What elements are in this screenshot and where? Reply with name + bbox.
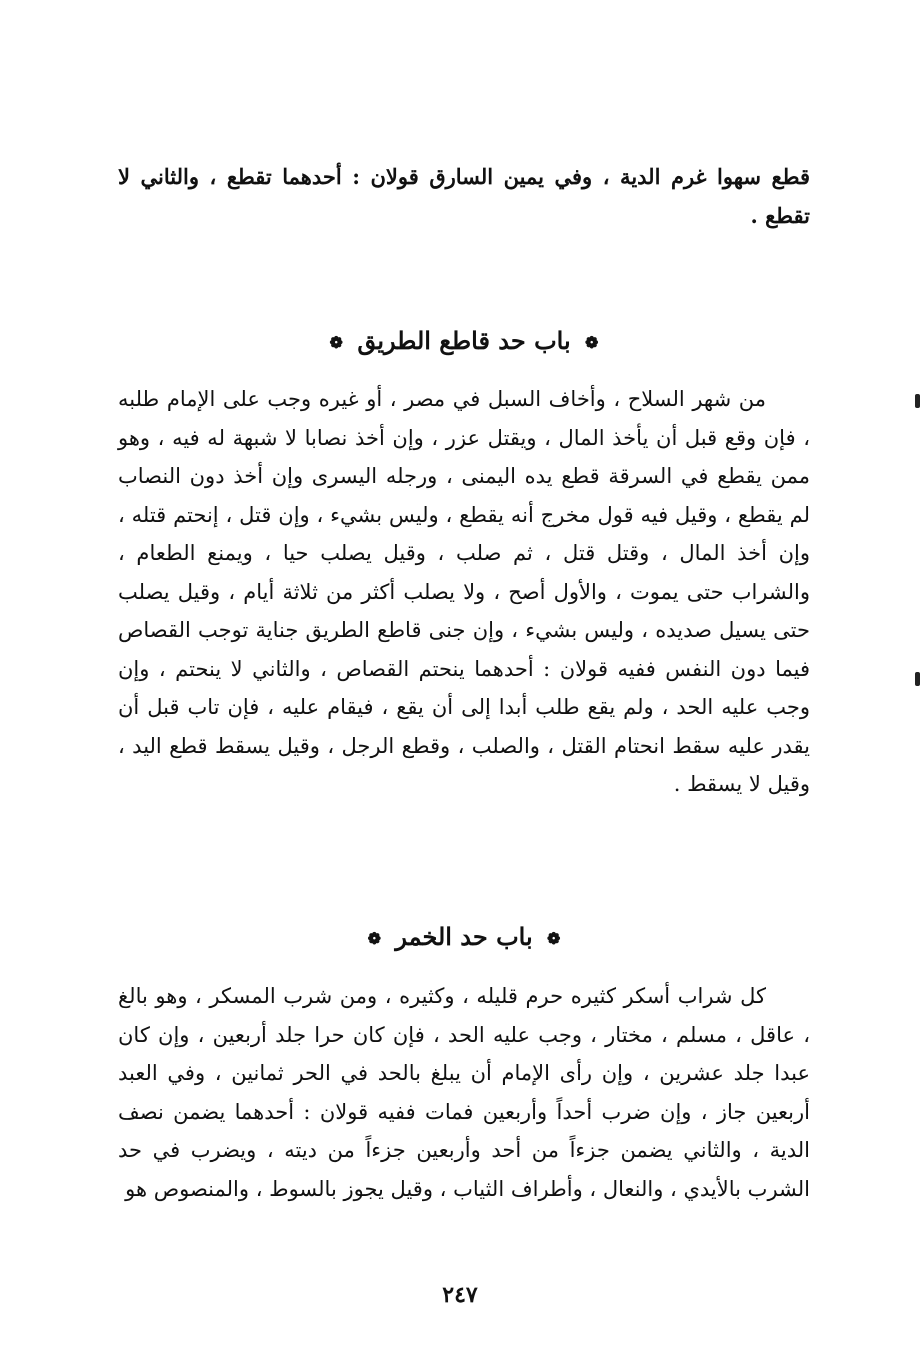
page-number: ٢٤٧ (442, 1282, 478, 1308)
section-body-wine: كل شراب أسكر كثيره حرم قليله ، وكثيره ، ومن شرب المسكر ، وهو بالغ ، عاقل ، مسلم ، مختار ، وجب عليه الحد ، فإن كان حرا جلد أربعين ، وإن كان عبدا جلد عشرين ، وإن رأى الإمام أن يبلغ بالحد في الحر ثمانين ، وفي العبد أربعين جاز ، وإن ضرب أحداً وأربعين فمات ففيه قولان : أحدهما يضمن نصف الدية ، والثاني يضمن جزءاً من أحد وأربعين جزءاً من ديته ، ويضرب في حد الشرب بالأيدي ، والنعال ، وأطراف الثياب ، وقيل يجوز بالسوط ، والمنصوص هو (118, 984, 810, 1201)
section-body-highway-robbery: من شهر السلاح ، وأخاف السبل في مصر ، أو غيره وجب على الإمام طلبه ، فإن وقع قبل أن يأخذ المال ، ويقتل عزر ، وإن أخذ نصابا لا شبهة له فيه ، وهو ممن يقطع في السرقة قطع يده اليمنى ، ورجله اليسرى وإن أخذ دون النصاب لم يقطع ، وقيل فيه قول مخرج أنه يقطع ، وليس بشيء ، وإن قتل ، إنحتم قتله ، وإن أخذ المال ، وقتل قتل ، ثم صلب ، وقيل يصلب حيا ، ويمنع الطعام ، والشراب حتى يموت ، والأول أصح ، ولا يصلب أكثر من ثلاثة أيام ، وقيل يصلب حتى يسيل صديده ، وليس بشيء ، وإن جنى قاطع الطريق جناية توجب القصاص فيما دون النفس ففيه قولان : أحدهما ينحتم القصاص ، والثاني لا ينحتم ، وإن وجب عليه الحد ، ولم يقع طلب أبدا إلى أن يقع ، فيقام عليه ، فإن تاب قبل أن يقدر عليه سقط انحتام القتل ، والصلب ، وقطع الرجل ، وقيل يسقط قطع اليد ، وقيل لا يسقط . (118, 387, 810, 796)
section-heading-wine (118, 922, 810, 951)
scan-edge-mark (915, 672, 920, 686)
ornament-icon: ❁ (329, 333, 343, 352)
ornament-icon: ❁ (585, 333, 599, 352)
ornament-icon: ❁ (367, 929, 381, 948)
section-title: باب حد قاطع الطريق (357, 326, 571, 355)
ornament-icon: ❁ (547, 929, 561, 948)
intro-paragraph: قطع سهوا غرم الدية ، وفي يمين السارق قولان : أحدهما تقطع ، والثاني لا تقطع . (118, 164, 810, 228)
section-heading-highway-robbery (118, 326, 810, 355)
scan-edge-mark (915, 394, 920, 408)
section-title: باب حد الخمر (395, 922, 533, 951)
